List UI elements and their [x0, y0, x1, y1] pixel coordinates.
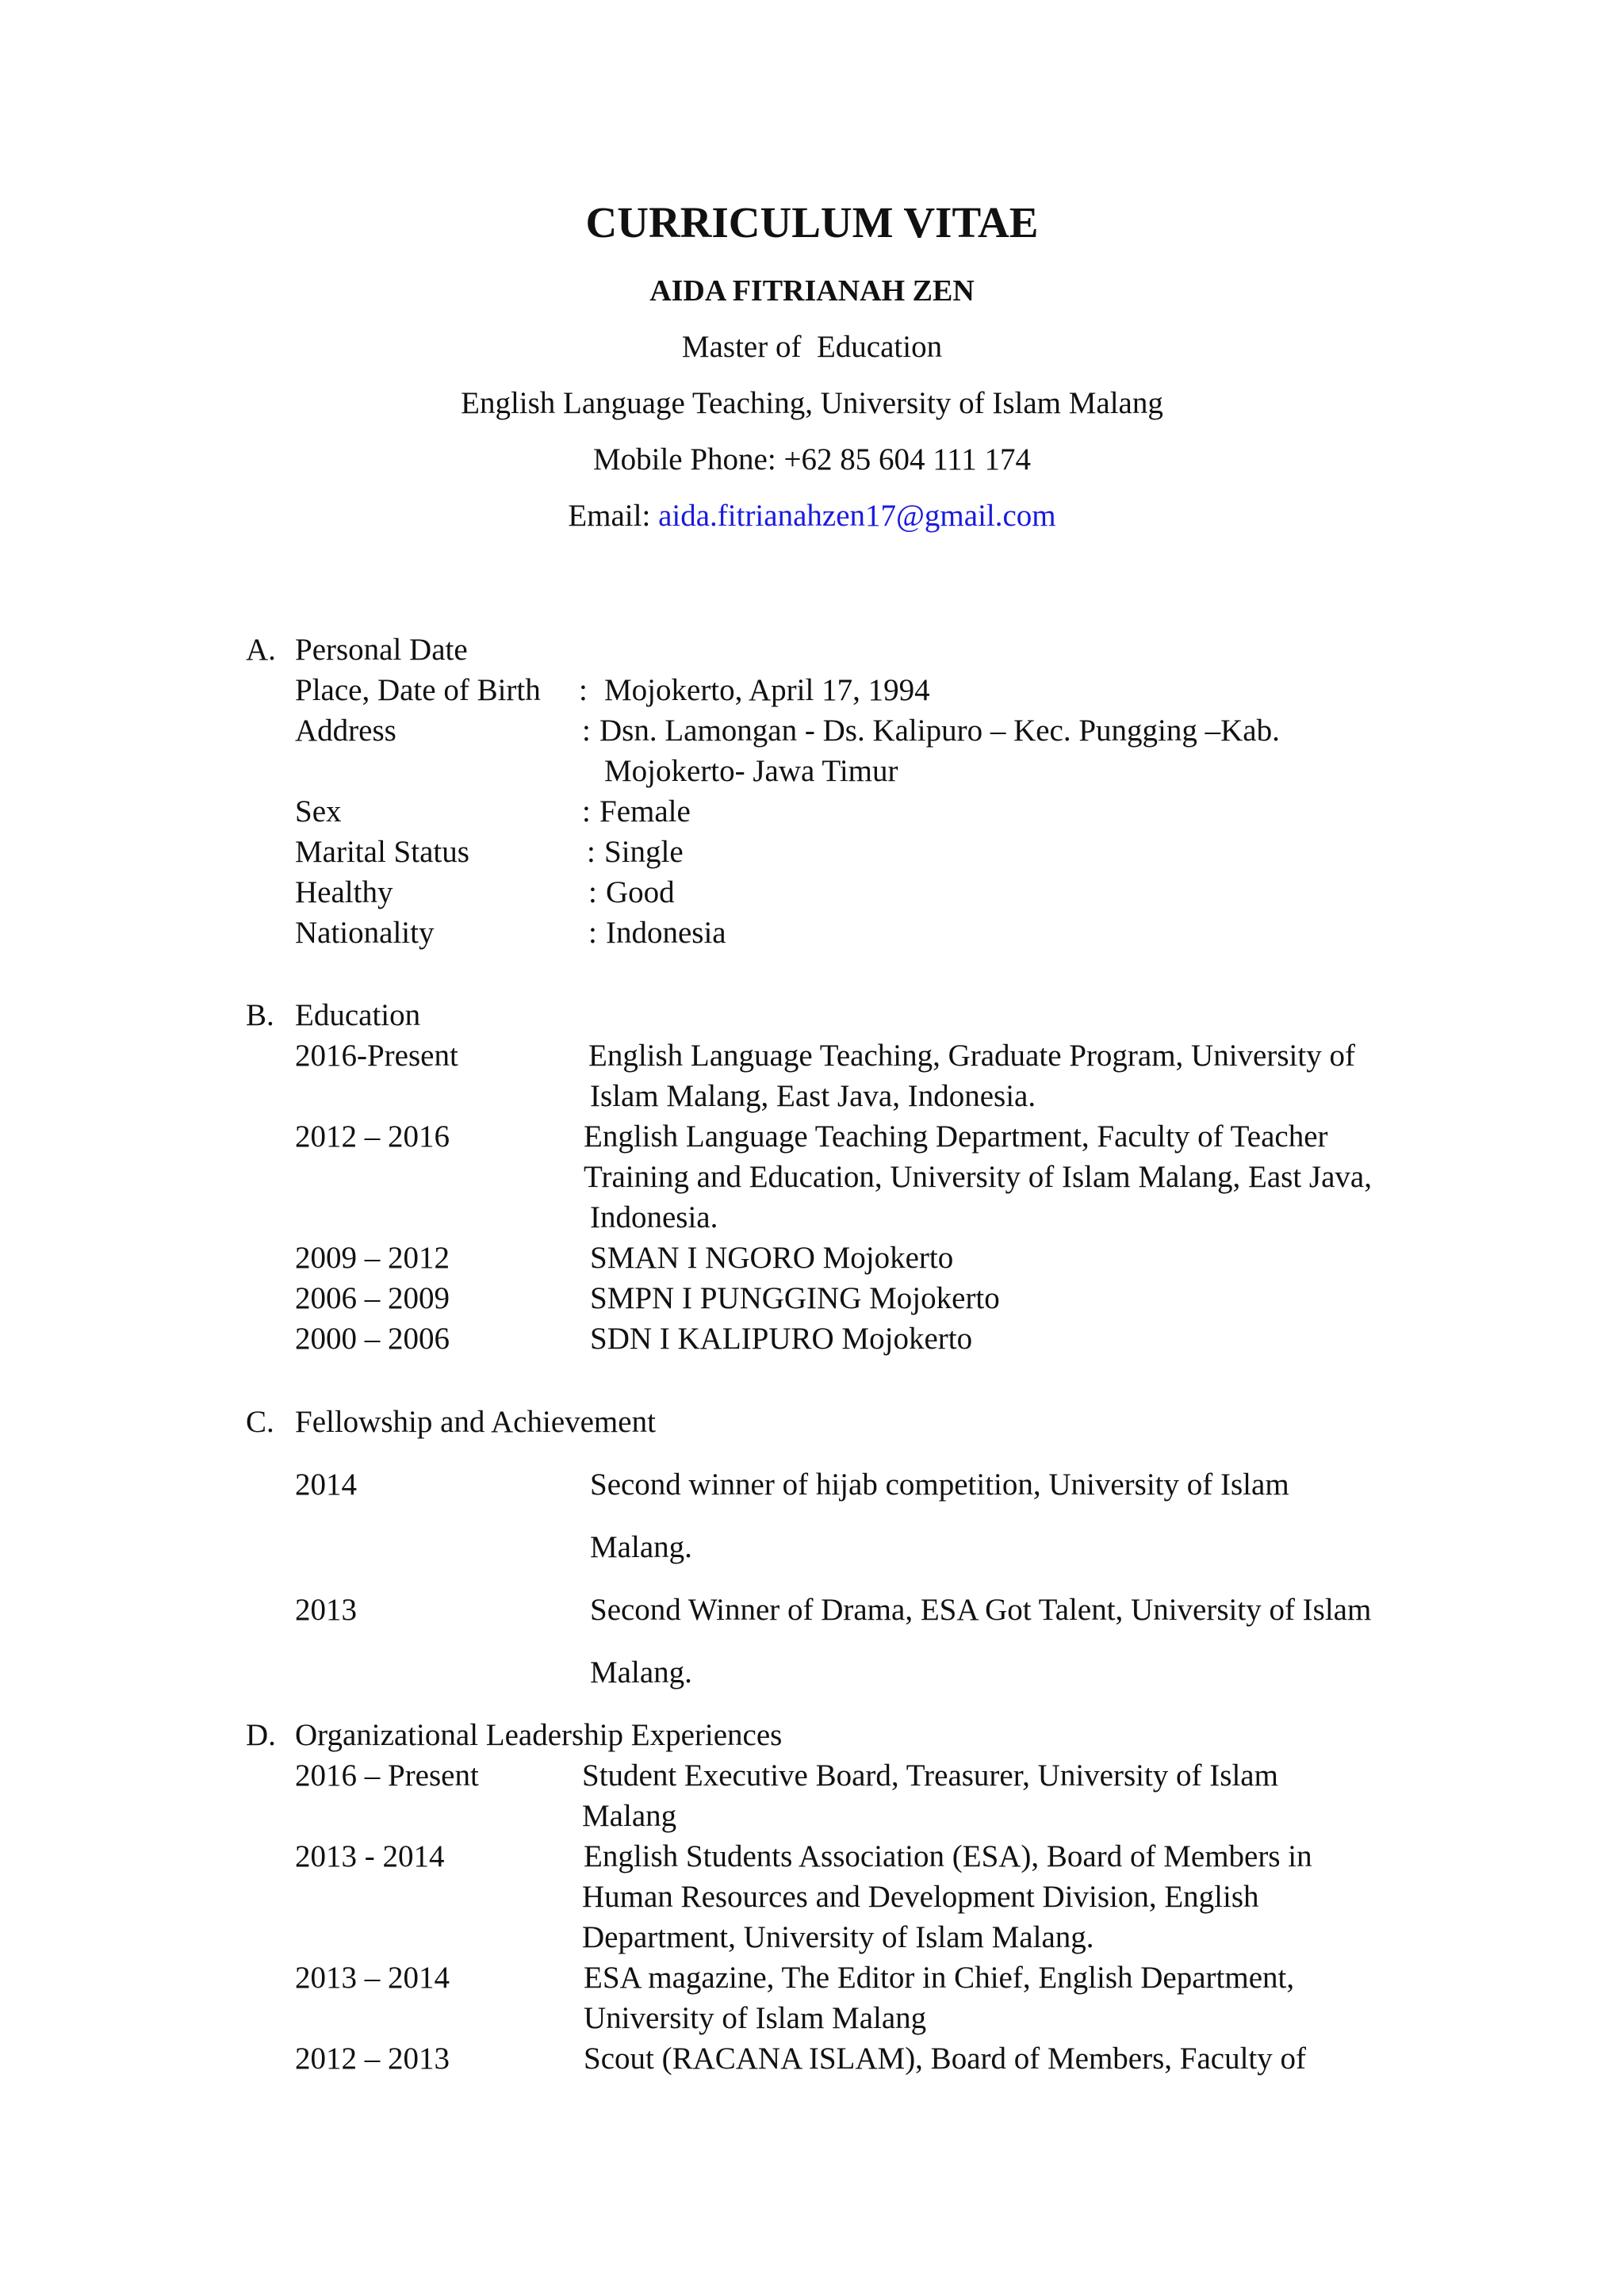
section-title: Fellowship and Achievement [295, 1405, 656, 1439]
email-label: Email: [568, 499, 659, 533]
row-line: SMPN I PUNGGING Mojokerto [590, 1281, 1000, 1315]
row-value: Single [604, 835, 684, 869]
row-label: Sex [295, 794, 342, 828]
row-line: English Students Association (ESA), Board of Members in [584, 1839, 1312, 1873]
row-line: Scout (RACANA ISLAM), Board of Members, Faculty of [584, 2042, 1306, 2076]
row-period: 2013 - 2014 [295, 1839, 445, 1873]
row-period: 2013 – 2014 [295, 1961, 450, 1995]
row-period: 2013 [295, 1593, 357, 1627]
row-line: ESA magazine, The Editor in Chief, English Department, [584, 1961, 1295, 1995]
section-letter: A. [246, 633, 276, 667]
row-line: SMAN I NGORO Mojokerto [590, 1241, 954, 1275]
row-label: Healthy [295, 875, 393, 909]
row-line: Indonesia. [590, 1200, 718, 1234]
row-period: 2016-Present [295, 1039, 458, 1073]
row-value: Mojokerto- Jawa Timur [604, 754, 898, 788]
email-link[interactable]: aida.fitrianahzen17@gmail.com [658, 499, 1056, 533]
row-line: English Language Teaching, Graduate Program, University of [588, 1039, 1355, 1073]
row-colon: : [587, 835, 596, 869]
section-letter: C. [246, 1405, 274, 1439]
row-period: 2014 [295, 1468, 357, 1502]
degree-line: Master of Education [681, 330, 943, 364]
row-line: Human Resources and Development Division, English [582, 1880, 1259, 1914]
row-line: Malang [582, 1799, 677, 1833]
row-line: Malang. [590, 1655, 692, 1689]
row-value: Mojokerto, April 17, 1994 [604, 673, 930, 707]
row-period: 2012 – 2016 [295, 1119, 450, 1154]
document-title: CURRICULUM VITAE [585, 198, 1039, 247]
row-line: Training and Education, University of Islam Malang, East Java, [584, 1160, 1372, 1194]
row-line: Student Executive Board, Treasurer, University of Islam [582, 1758, 1278, 1793]
phone-line: Mobile Phone: +62 85 604 111 174 [592, 442, 1032, 476]
section-title: Personal Date [295, 633, 468, 667]
section-letter: D. [246, 1718, 276, 1752]
row-line: Department, University of Islam Malang. [582, 1920, 1094, 1954]
row-period: 2012 – 2013 [295, 2042, 450, 2076]
row-period: 2006 – 2009 [295, 1281, 450, 1315]
row-line: SDN I KALIPURO Mojokerto [590, 1322, 973, 1356]
row-colon: : [582, 714, 591, 748]
section-title: Education [295, 998, 421, 1032]
row-colon: : [588, 916, 597, 950]
section-letter: B. [246, 998, 274, 1032]
row-period: 2000 – 2006 [295, 1322, 450, 1356]
section-title: Organizational Leadership Experiences [295, 1718, 783, 1752]
person-name: AIDA FITRIANAH ZEN [649, 274, 975, 308]
row-line: University of Islam Malang [584, 2001, 927, 2035]
row-line: Malang. [590, 1530, 692, 1564]
row-colon: : [579, 673, 588, 707]
row-value: Female [599, 794, 691, 828]
section-heading [246, 629, 468, 670]
row-label: Marital Status [295, 835, 469, 869]
row-line: Second winner of hijab competition, University of Islam [590, 1468, 1289, 1502]
row-label: Address [295, 714, 396, 748]
section-heading [246, 1402, 656, 1442]
program-line: English Language Teaching, University of Islam Malang [461, 386, 1163, 420]
row-line: Second Winner of Drama, ESA Got Talent, University of Islam [590, 1593, 1372, 1627]
row-period: 2009 – 2012 [295, 1241, 450, 1275]
row-value: Good [606, 875, 675, 909]
email-line [0, 496, 1624, 536]
row-label: Place, Date of Birth [295, 673, 541, 707]
row-line: Islam Malang, East Java, Indonesia. [590, 1079, 1036, 1113]
row-label: Nationality [295, 916, 435, 950]
row-value: Dsn. Lamongan - Ds. Kalipuro – Kec. Pungging –Kab. [599, 714, 1280, 748]
row-line: English Language Teaching Department, Faculty of Teacher [584, 1119, 1328, 1154]
section-heading [246, 1715, 782, 1755]
row-period: 2016 – Present [295, 1758, 479, 1793]
section-heading [246, 995, 420, 1035]
row-value: Indonesia [606, 916, 726, 950]
row-colon: : [588, 875, 597, 909]
row-colon: : [582, 794, 591, 828]
